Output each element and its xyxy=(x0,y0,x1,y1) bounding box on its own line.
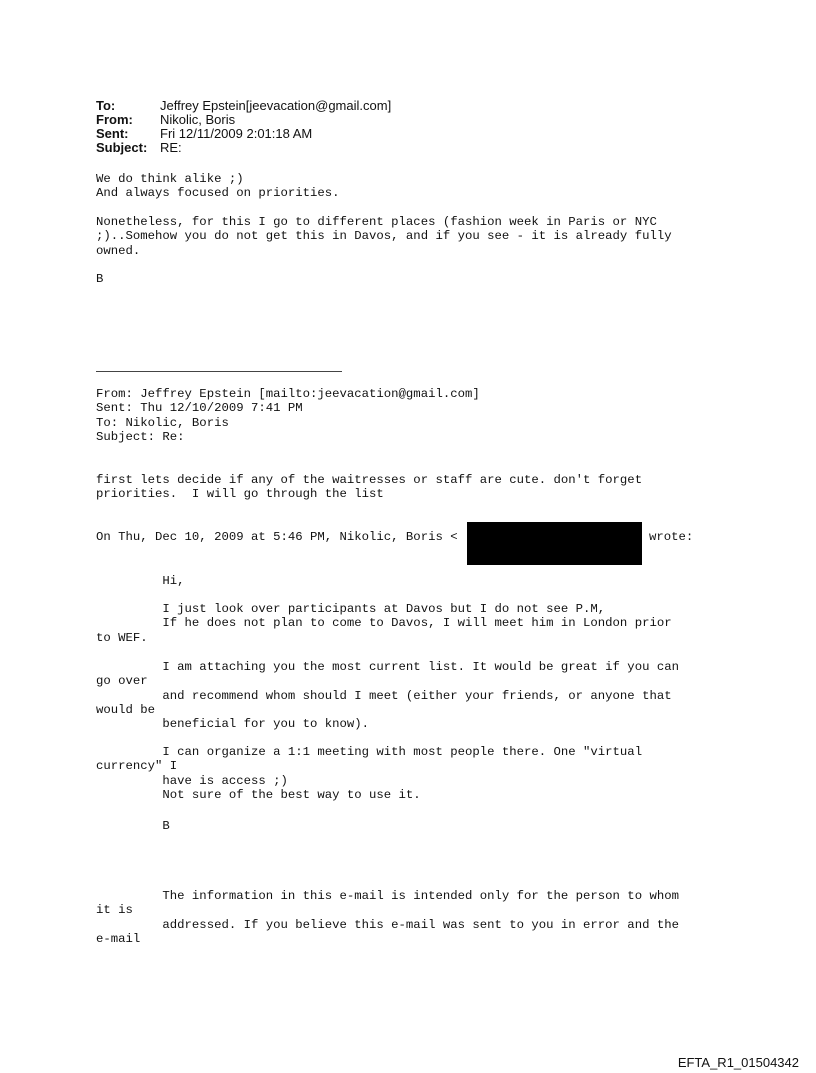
nested-paragraph-3: I can organize a 1:1 meeting with most people there. One "virtual currency" I have is access ;) Not sure of the best way to use it. xyxy=(96,745,643,802)
subject-label: Subject: xyxy=(96,140,148,155)
from-label: From: xyxy=(96,112,133,127)
subject-value: RE: xyxy=(160,140,182,155)
quoted-body: first lets decide if any of the waitresses or staff are cute. don't forget priorities. I will go through the list xyxy=(96,473,643,502)
reply-intro: We do think alike ;) And always focused on priorities. xyxy=(96,172,340,201)
email-header xyxy=(96,99,391,155)
reply-paragraph: Nonetheless, for this I go to different places (fashion week in Paris or NYC ;)..Somehow you do not get this in Davos, and if you see - it is already fully owned. xyxy=(96,215,672,258)
reply-signoff: B xyxy=(96,272,104,286)
separator-rule xyxy=(96,371,342,372)
sent-label: Sent: xyxy=(96,126,129,141)
sent-row xyxy=(96,127,391,141)
nested-signoff: B xyxy=(96,819,170,833)
to-value: Jeffrey Epstein[jeevacation@gmail.com] xyxy=(160,98,392,113)
from-value: Nikolic, Boris xyxy=(160,112,236,127)
sent-value: Fri 12/11/2009 2:01:18 AM xyxy=(160,126,313,141)
attribution-start: On Thu, Dec 10, 2009 at 5:46 PM, Nikolic, Boris < xyxy=(96,530,458,544)
to-row xyxy=(96,99,391,113)
nested-paragraph-2: I am attaching you the most current list. It would be great if you can go over and recommend whom should I meet (either your friends, or anyone that would be beneficial for you to know). xyxy=(96,660,679,732)
disclaimer: The information in this e-mail is intended only for the person to whom it is addressed. If you believe this e-mail was sent to you in error and the e-mail xyxy=(96,889,679,946)
quoted-header: From: Jeffrey Epstein [mailto:jeevacation@gmail.com] Sent: Thu 12/10/2009 7:41 PM To: Nikolic, Boris Subject: Re: xyxy=(96,387,480,444)
nested-paragraph-1: I just look over participants at Davos but I do not see P.M, If he does not plan to come to Davos, I will meet him in London prior to WEF. xyxy=(96,602,672,645)
nested-greeting: Hi, xyxy=(96,574,185,588)
from-row xyxy=(96,113,391,127)
attribution-end: wrote: xyxy=(649,530,694,544)
redaction-box xyxy=(467,522,642,565)
subject-row xyxy=(96,141,391,155)
to-label: To: xyxy=(96,98,116,113)
document-id: EFTA_R1_01504342 xyxy=(677,1055,799,1070)
